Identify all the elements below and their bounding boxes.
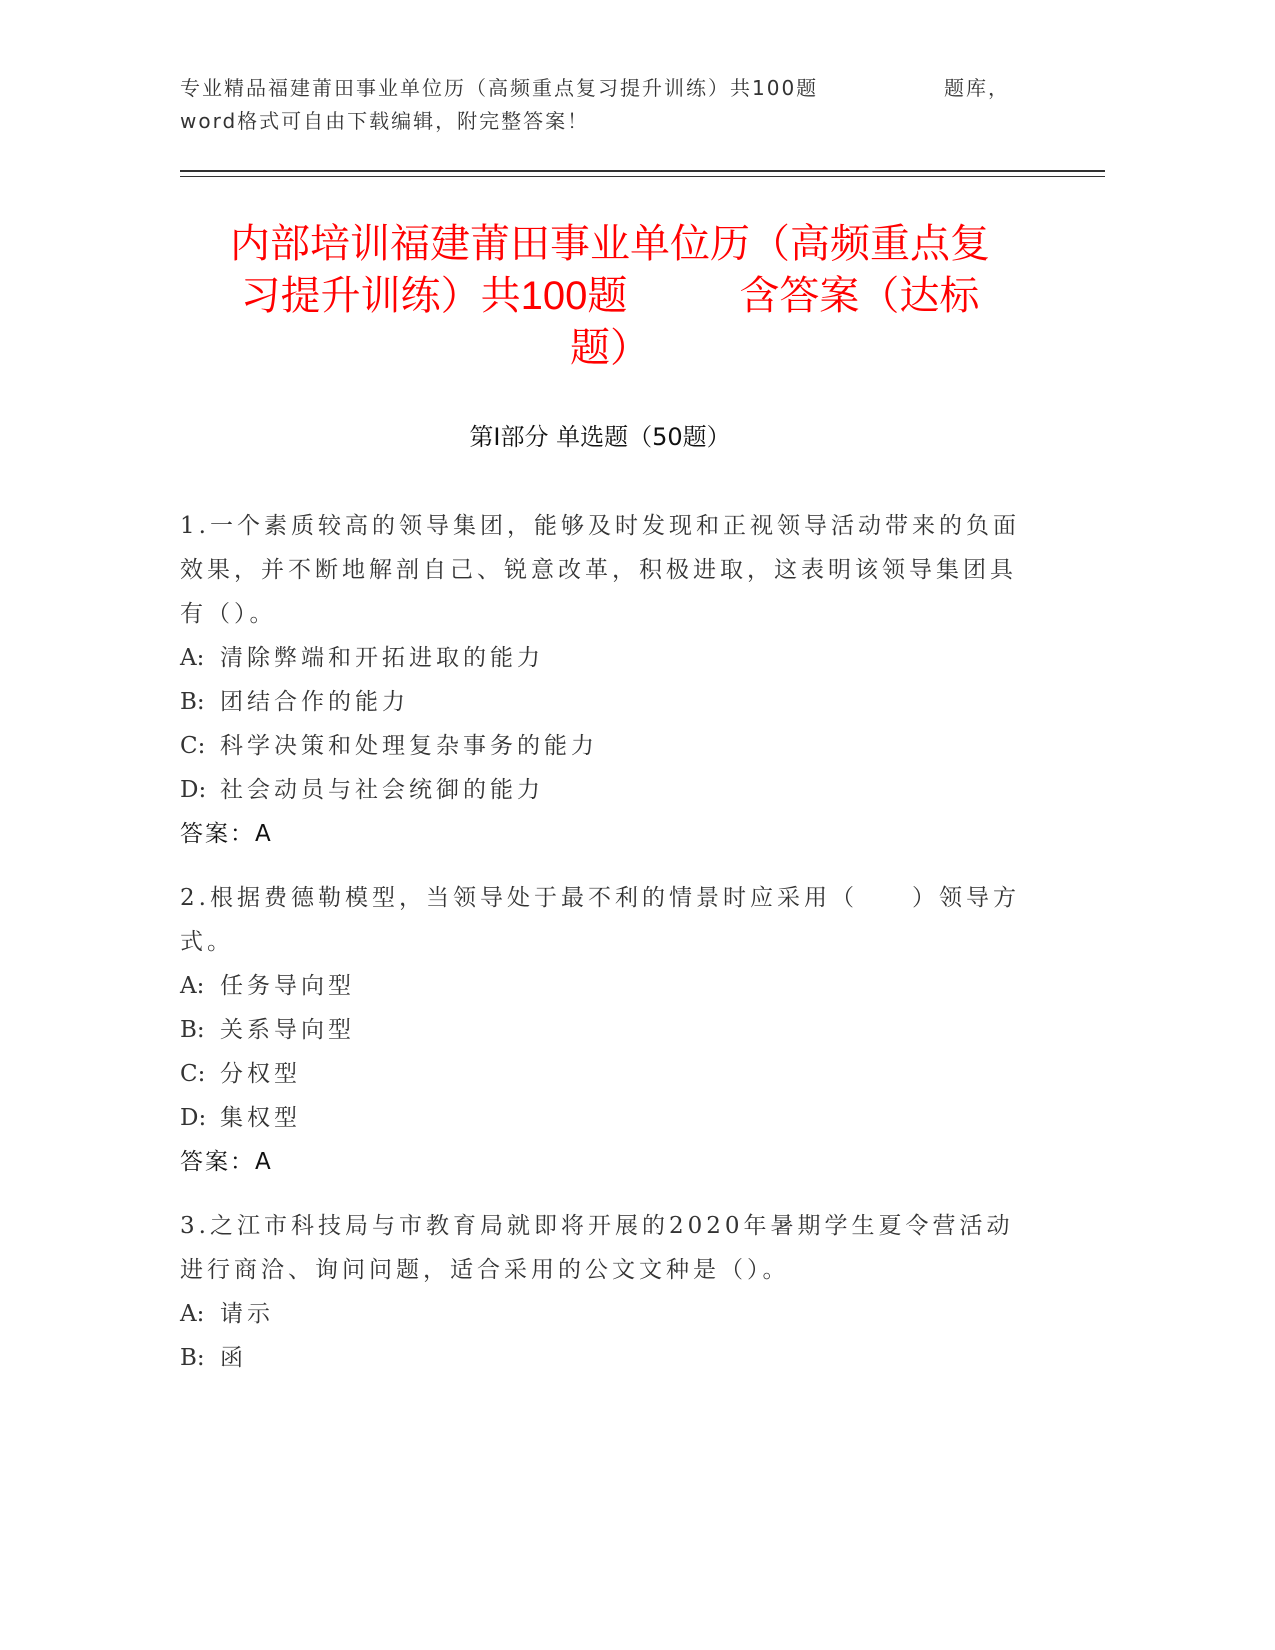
question-1 [180, 504, 1030, 856]
header-description: 专业精品福建莆田事业单位历（高频重点复习提升训练）共100题 [180, 76, 819, 100]
option-text: 团结合作的能力 [220, 689, 409, 715]
option-text: 任务导向型 [220, 973, 355, 999]
option-b [180, 1336, 1030, 1380]
option-text: 关系导向型 [220, 1017, 355, 1043]
option-text: 科学决策和处理复杂事务的能力 [220, 733, 598, 759]
question-2 [180, 876, 1030, 1184]
option-key: B: [180, 1345, 205, 1371]
option-b [180, 1008, 1030, 1052]
option-c [180, 724, 1030, 768]
question-stem: 2.根据费德勒模型，当领导处于最不利的情景时应采用（ ）领导方式。 [180, 885, 1020, 955]
title-line-2-left: 习提升训练）共100题 [240, 274, 628, 318]
option-key: C: [180, 1061, 206, 1087]
option-text: 社会动员与社会统御的能力 [220, 777, 544, 803]
question-stem: 3.之江市科技局与市教育局就即将开展的2020年暑期学生夏令营活动进行商洽、询问问题，适合采用的公文文种是（）。 [180, 1213, 1014, 1283]
option-text: 函 [220, 1345, 247, 1371]
option-a [180, 1292, 1030, 1336]
option-key: A: [180, 1301, 205, 1327]
question-stem: 1.一个素质较高的领导集团，能够及时发现和正视领导活动带来的负面效果，并不断地解剖自己、锐意改革，积极进取，这表明该领导集团具有（）。 [180, 513, 1020, 627]
header-rule-thin [180, 176, 1105, 177]
header-tail: 题库， [944, 76, 1010, 100]
header-line-2: word格式可自由下载编辑，附完整答案！ [180, 109, 590, 133]
option-a [180, 964, 1030, 1008]
title-line-2 [190, 270, 1030, 322]
option-c [180, 1052, 1030, 1096]
option-text: 集权型 [220, 1105, 301, 1131]
title-line-1: 内部培训福建莆田事业单位历（高频重点复 [230, 222, 990, 266]
option-d [180, 768, 1030, 812]
question-3 [180, 1204, 1030, 1380]
document-title [190, 218, 1030, 374]
title-line-2-right: 含答案（达标 [739, 274, 980, 318]
document-header [180, 72, 1010, 138]
option-b [180, 680, 1030, 724]
question-list [180, 504, 1030, 1400]
option-key: B: [180, 689, 205, 715]
header-rule-thick [180, 170, 1105, 172]
option-key: D: [180, 1105, 207, 1131]
option-key: C: [180, 733, 206, 759]
option-key: A: [180, 973, 205, 999]
header-line-1 [180, 72, 1010, 105]
option-a [180, 636, 1030, 680]
option-key: D: [180, 777, 207, 803]
section-heading: 第I部分 单选题（50题） [469, 423, 731, 451]
title-line-3: 题） [570, 326, 650, 370]
option-d [180, 1096, 1030, 1140]
option-text: 清除弊端和开拓进取的能力 [220, 645, 544, 671]
answer: 答案：A [180, 821, 273, 847]
option-text: 分权型 [220, 1061, 301, 1087]
option-key: A: [180, 645, 205, 671]
option-text: 请示 [220, 1301, 274, 1327]
answer: 答案：A [180, 1149, 273, 1175]
option-key: B: [180, 1017, 205, 1043]
